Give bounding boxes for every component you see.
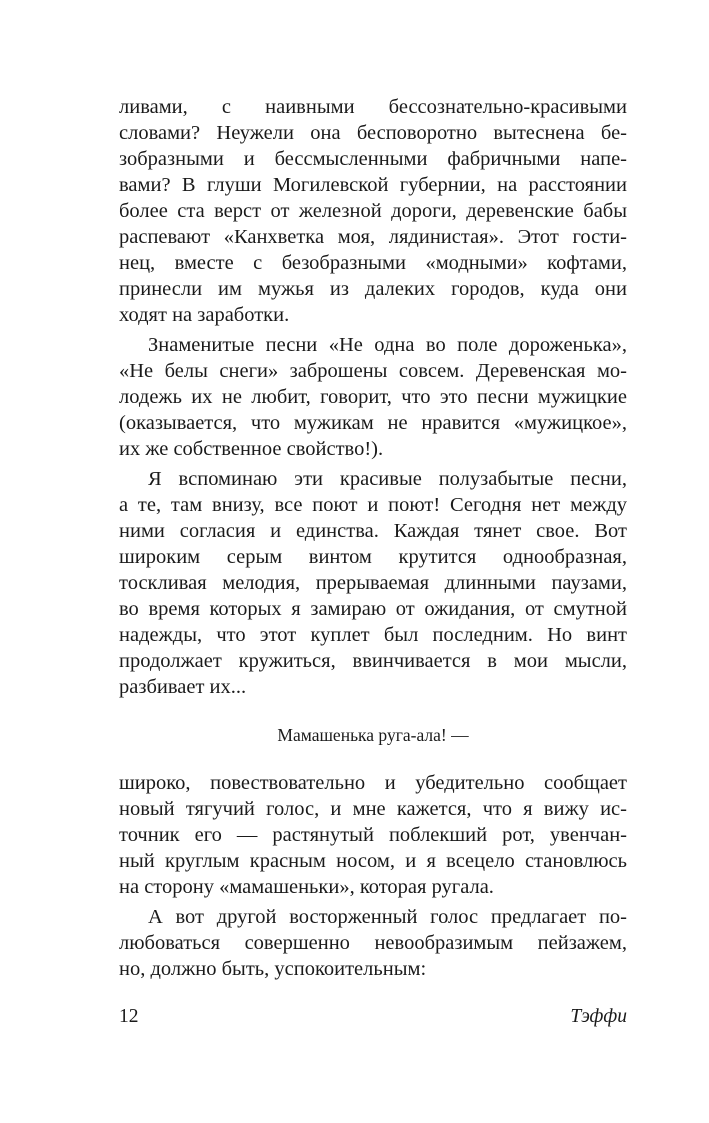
text-line: «Не белы снеги» заброшены совсем. Деревенская мо-: [119, 360, 627, 382]
text-line: широко, повествовательно и убедительно сообщает: [119, 772, 627, 794]
paragraph: [119, 332, 627, 462]
text-line: А вот другой восторженный голос предлагает по-: [148, 906, 627, 928]
text-line: ливами, с наивными бессознательно-красивыми: [119, 96, 627, 118]
text-line: разбивает их...: [119, 676, 247, 698]
text-line: (оказывается, что мужикам не нравится «мужицкое»,: [119, 412, 627, 434]
text-line: а те, там внизу, все поют и поют! Сегодня нет между: [119, 494, 627, 516]
text-line: но, должно быть, успокоительным:: [119, 958, 427, 980]
running-footer-author: Тэффи: [570, 1006, 627, 1027]
text-line: более ста верст от железной дороги, деревенские бабы: [119, 200, 627, 222]
text-line: зобразными и бессмысленными фабричными напе-: [119, 148, 627, 170]
text-line: лодежь их не любит, говорит, что это песни мужицкие: [119, 386, 627, 408]
text-line: продолжает кружиться, ввинчивается в мои мысли,: [119, 650, 627, 672]
text-line: словами? Неужели она бесповоротно вытеснена бе-: [119, 122, 627, 144]
text-line: точник его — растянутый поблекший рот, увенчан-: [119, 824, 627, 846]
text-line: нец, вместе с безобразными «модными» кофтами,: [119, 252, 627, 274]
text-line: Я вспоминаю эти красивые полузабытые песни,: [148, 468, 627, 490]
text-line: новый тягучий голос, и мне кажется, что я вижу ис-: [119, 798, 627, 820]
text-line: Знаменитые песни «Не одна во поле дороженька»,: [148, 334, 627, 356]
text-line: на сторону «мамашеньки», которая ругала.: [119, 876, 494, 898]
text-line: ними согласия и единства. Каждая тянет свое. Вот: [119, 520, 627, 542]
text-line: принесли им мужья из далеких городов, куда они: [119, 278, 627, 300]
page-footer: [119, 1004, 627, 1030]
page-number: 12: [119, 1006, 139, 1027]
text-line: вами? В глуши Могилевской губернии, на расстоянии: [119, 174, 627, 196]
text-line: широким серым винтом крутится однообразная,: [119, 546, 627, 568]
paragraph: [119, 904, 627, 982]
text-line: любоваться совершенно невообразимым пейзажем,: [119, 932, 627, 954]
verse-line: Мамашенька руга-ала! —: [277, 725, 469, 745]
text-line: ный круглым красным носом, и я всецело становлюсь: [119, 850, 627, 872]
paragraph: [119, 770, 627, 900]
text-line: их же собственное свойство!).: [119, 438, 384, 460]
text-line: во время которых я замираю от ожидания, от смутной: [119, 598, 627, 620]
text-line: ходят на заработки.: [119, 304, 290, 326]
text-line: распевают «Канхветка моя, лядинистая». Этот гости-: [119, 226, 627, 248]
text-line: тоскливая мелодия, прерываемая длинными паузами,: [119, 572, 627, 594]
paragraph: [119, 94, 627, 328]
paragraph: [119, 466, 627, 700]
text-line: надежды, что этот куплет был последним. Но винт: [119, 624, 627, 646]
book-page-body: [119, 94, 627, 982]
